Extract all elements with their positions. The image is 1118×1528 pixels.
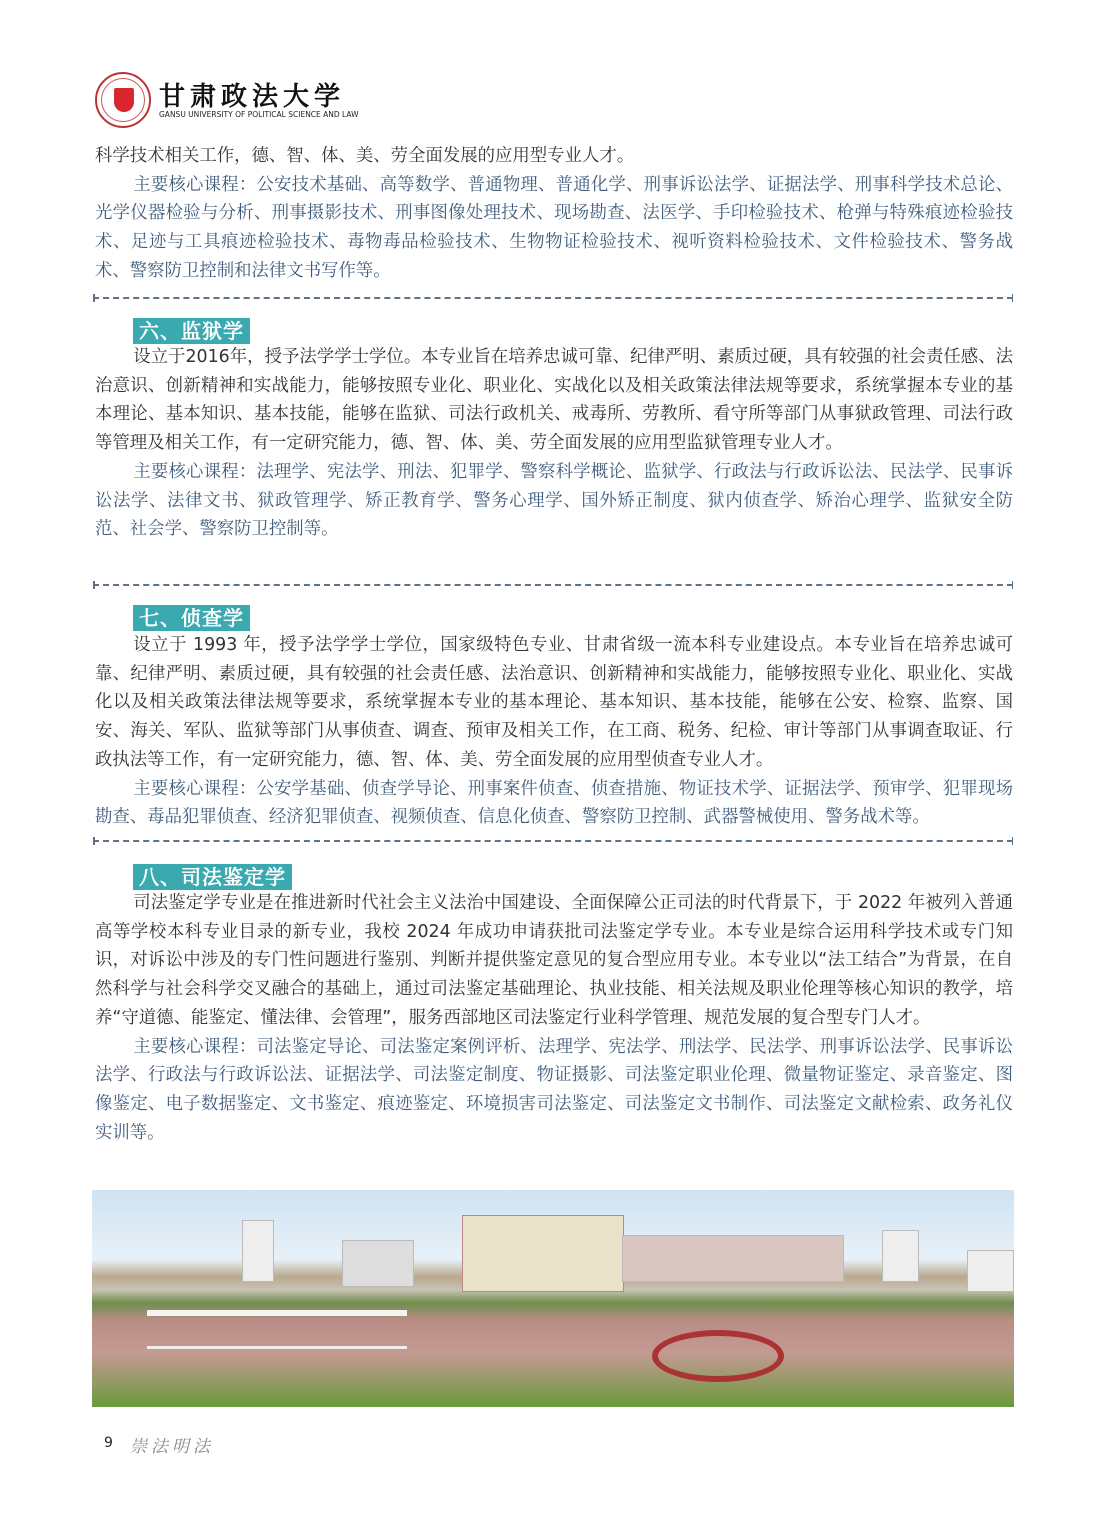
section-body: 设立于2016年，授予法学学士学位。本专业旨在培养忠诚可靠、纪律严明、素质过硬，具有较强的社会责任感、法治意识、创新精神和实战能力，能够按照专业化、职业化、实战化以及相关政策法律法规等要求，系统掌握本专业的基本理论、基本知识、基本技能，能够在监狱、司法行政机关、戒毒所、劳教所、看守所等部门从事狱政管理、司法行政等管理及相关工作，有一定研究能力，德、智、体、美、劳全面发展的应用型监狱管理专业人才。 bbox=[95, 347, 1013, 454]
section-content bbox=[95, 343, 1013, 544]
section-divider bbox=[93, 584, 1013, 586]
university-seal-icon bbox=[95, 72, 151, 128]
section-heading: 六、监狱学 bbox=[133, 318, 250, 344]
footer-calligraphy: 崇法明法 bbox=[130, 1437, 214, 1457]
intro-paragraph-tail: 科学技术相关工作，德、智、体、美、劳全面发展的应用型专业人才。 bbox=[95, 146, 635, 166]
section-body: 司法鉴定学专业是在推进新时代社会主义法治中国建设、全面保障公正司法的时代背景下，于 2022 年被列入普通高等学校本科专业目录的新专业，我校 2024 年成功申请获批司法鉴定学专业。本专业是综合运用科学技术或专门知识，对诉讼中涉及的专门性问题进行鉴别、判断并提供鉴定意见的复合型应用专业。本专业以“法工结合”为背景，在自然科学与社会科学交叉融合的基础上，通过司法鉴定基础理论、执业技能、相关法规及职业伦理等核心知识的教学，培养“守道德、能鉴定、懂法律、会管理”，服务西部地区司法鉴定行业科学管理、规范发展的复合型专门人才。 bbox=[95, 893, 1013, 1028]
section-content bbox=[95, 631, 1013, 832]
section-heading: 八、司法鉴定学 bbox=[133, 864, 292, 890]
logo-chinese-name: 甘肃政法大学 bbox=[159, 82, 346, 112]
section-divider bbox=[93, 840, 1013, 842]
section-courses: 主要核心课程：司法鉴定导论、司法鉴定案例评析、法理学、宪法学、刑法学、民法学、刑事诉讼法学、民事诉讼法学、行政法与行政诉讼法、证据法学、司法鉴定制度、物证摄影、司法鉴定职业伦理、微量物证鉴定、录音鉴定、图像鉴定、电子数据鉴定、文书鉴定、痕迹鉴定、环境损害司法鉴定、司法鉴定文书制作、司法鉴定文献检索、政务礼仪实训等。 bbox=[95, 1036, 1013, 1143]
intro-block bbox=[95, 142, 1013, 286]
section-divider bbox=[93, 297, 1013, 299]
section-heading: 七、侦查学 bbox=[133, 605, 250, 631]
campus-panorama-photo bbox=[92, 1190, 1014, 1407]
university-logo bbox=[95, 72, 359, 130]
section-body: 设立于 1993 年，授予法学学士学位，国家级特色专业、甘肃省级一流本科专业建设点。本专业旨在培养忠诚可靠、纪律严明、素质过硬，具有较强的社会责任感、法治意识、创新精神和实战能力，能够按照专业化、职业化、实战化以及相关政策法律法规等要求，系统掌握本专业的基本理论、基本知识、基本技能，能够在公安、检察、监察、国安、海关、军队、监狱等部门从事侦查、调查、预审及相关工作，在工商、税务、纪检、审计等部门从事调查取证、行政执法等工作，有一定研究能力，德、智、体、美、劳全面发展的应用型侦查专业人才。 bbox=[95, 635, 1013, 770]
section-courses: 主要核心课程：公安学基础、侦查学导论、刑事案件侦查、侦查措施、物证技术学、证据法学、预审学、犯罪现场勘查、毒品犯罪侦查、经济犯罪侦查、视频侦查、信息化侦查、警察防卫控制、武器警械使用、警务战术等。 bbox=[95, 778, 1013, 828]
page-number: 9 bbox=[104, 1435, 113, 1451]
section-content bbox=[95, 889, 1013, 1147]
logo-english-name: GANSU UNIVERSITY OF POLITICAL SCIENCE AND LAW bbox=[159, 110, 359, 119]
intro-courses: 主要核心课程：公安技术基础、高等数学、普通物理、普通化学、刑事诉讼法学、证据法学、刑事科学技术总论、光学仪器检验与分析、刑事摄影技术、刑事图像处理技术、现场勘查、法医学、手印检验技术、枪弹与特殊痕迹检验技术、足迹与工具痕迹检验技术、毒物毒品检验技术、生物物证检验技术、视听资料检验技术、文件检验技术、警务战术、警察防卫控制和法律文书写作等。 bbox=[95, 174, 1013, 281]
section-courses: 主要核心课程：法理学、宪法学、刑法、犯罪学、警察科学概论、监狱学、行政法与行政诉讼法、民法学、民事诉讼法学、法律文书、狱政管理学、矫正教育学、警务心理学、国外矫正制度、狱内侦查学、矫治心理学、监狱安全防范、社会学、警察防卫控制等。 bbox=[95, 461, 1013, 540]
